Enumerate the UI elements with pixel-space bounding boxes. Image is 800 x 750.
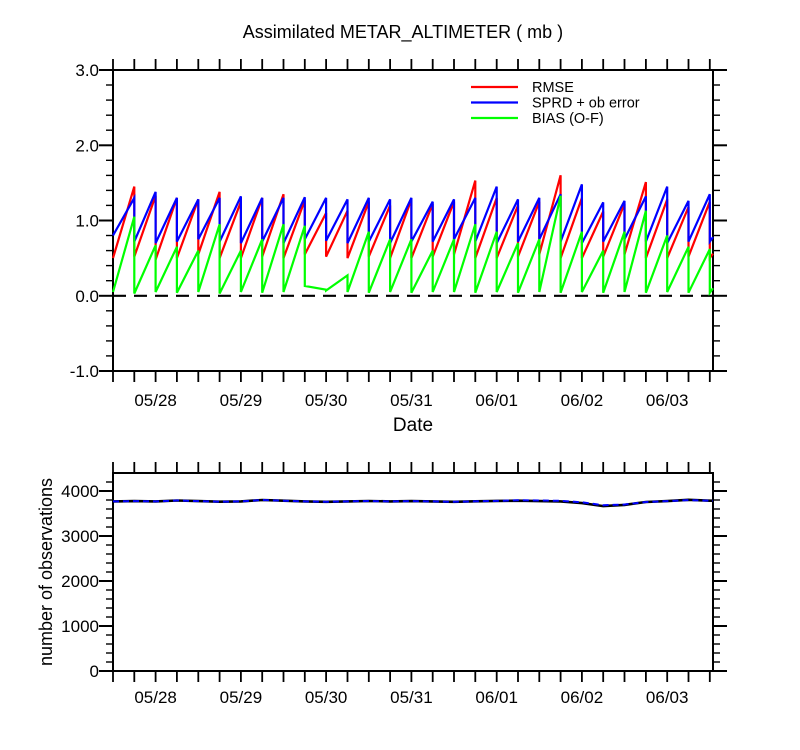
- y-tick-label: 3000: [61, 527, 99, 546]
- x-tick-label: 05/28: [134, 688, 177, 707]
- x-tick-label: 05/31: [390, 391, 433, 410]
- legend-label-sprd: SPRD + ob error: [532, 95, 640, 112]
- y-tick-label: 1.0: [75, 211, 99, 231]
- y-tick-label: 2000: [61, 572, 99, 591]
- obs-y-axis-title: number of observations: [36, 477, 56, 667]
- top-panel: [70, 59, 727, 410]
- bottom-panel: [61, 462, 727, 707]
- y-tick-label: 3.0: [75, 61, 99, 80]
- obs-line-dashed: [113, 500, 713, 505]
- y-tick-label: 1000: [61, 617, 99, 636]
- y-tick-label: -1.0: [69, 362, 99, 381]
- x-tick-label: 06/02: [560, 391, 604, 410]
- plot-frame: [113, 473, 713, 671]
- y-tick-label: 0: [89, 662, 99, 681]
- chart-title: Assimilated METAR_ALTIMETER ( mb ): [242, 22, 564, 42]
- x-axis-title: Date: [392, 415, 434, 436]
- legend: [471, 80, 640, 127]
- rmse-line: [113, 175, 713, 259]
- x-tick-label: 06/02: [560, 688, 604, 707]
- x-tick-label: 06/03: [645, 391, 689, 410]
- y-tick-label: 2.0: [75, 136, 99, 156]
- x-tick-label: 06/01: [475, 391, 518, 410]
- x-tick-label: 05/30: [304, 391, 348, 410]
- x-tick-label: 06/03: [645, 688, 689, 707]
- y-tick-label: 0.0: [75, 286, 99, 306]
- x-tick-label: 06/01: [475, 688, 518, 707]
- x-tick-label: 05/28: [134, 391, 177, 410]
- legend-label-bias: BIAS (O-F): [532, 111, 604, 127]
- x-tick-label: 05/31: [390, 688, 433, 707]
- y-tick-label: 4000: [61, 482, 99, 501]
- plot-frame: [113, 70, 713, 371]
- x-tick-label: 05/29: [219, 391, 263, 410]
- x-tick-label: 05/30: [304, 688, 348, 707]
- x-tick-label: 05/29: [219, 688, 263, 707]
- legend-label-rmse: RMSE: [532, 80, 574, 96]
